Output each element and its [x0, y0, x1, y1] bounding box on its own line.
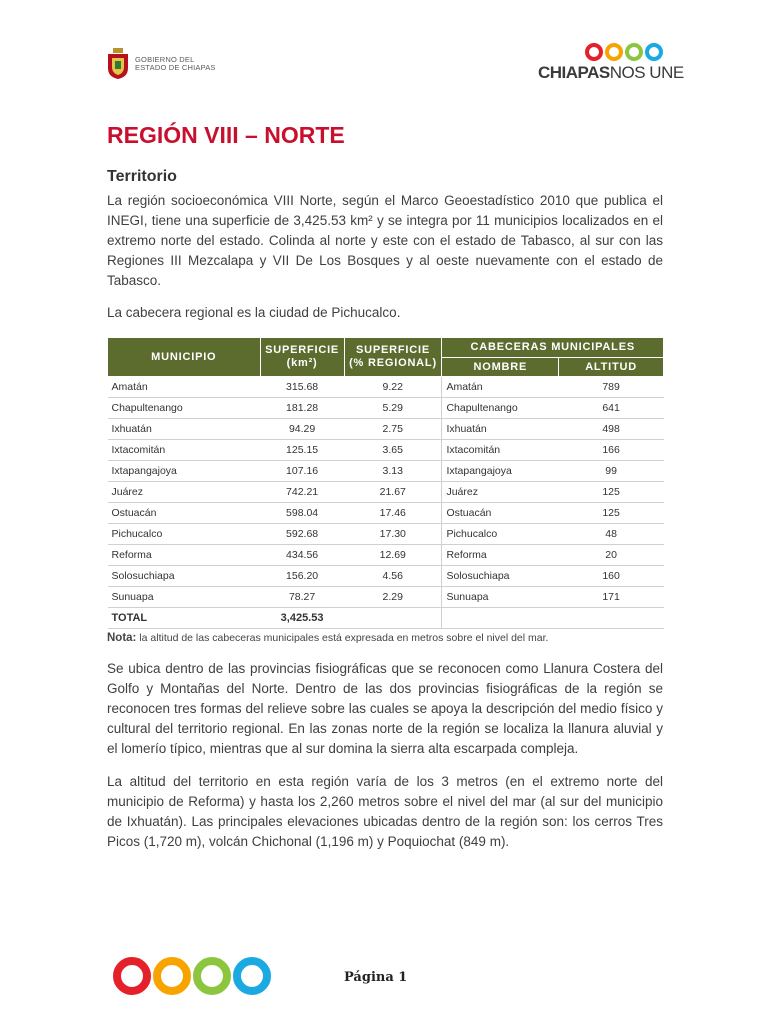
- table-row: [108, 377, 664, 398]
- gov-line-1: GOBIERNO DEL: [135, 55, 195, 64]
- cell-altitud: 48: [559, 524, 664, 545]
- cell-municipio: Pichucalco: [108, 524, 261, 545]
- cell-nombre: Ixtacomitán: [442, 440, 559, 461]
- table-note: [107, 632, 548, 644]
- cell-km2: 742.21: [260, 482, 344, 503]
- cell-altitud: 125: [559, 503, 664, 524]
- municipalities-table: [107, 337, 664, 629]
- cell-pct: 3.65: [344, 440, 442, 461]
- blue-ring-icon: [645, 43, 663, 61]
- cell-km2: 78.27: [260, 587, 344, 608]
- red-ring-icon: [113, 957, 151, 995]
- green-ring-icon: [625, 43, 643, 61]
- header-superficie-pct: SUPERFICIE (% REGIONAL): [344, 338, 442, 377]
- government-name: [135, 56, 216, 72]
- physiography-paragraph: Se ubica dentro de las provincias fisiográficas que se reconocen como Llanura Costera del Golfo y Montañas del Norte. Dentro de las dos provincias fisiográficas de la región se reconocen tres formas del relieve sobre las cuales se apoya la descripción del medio físico y cultural del territorio regional. En las zonas norte de la región se localiza la llanura aluvial y el lomerío típico, mientras que al sur domina la sierra alta escarpada compleja.: [107, 661, 663, 756]
- cell-pct: 9.22: [344, 377, 442, 398]
- altitude-paragraph: La altitud del territorio en esta región varía de los 3 metros (en el extremo norte del municipio de Reforma) y hasta los 2,260 metros sobre el nivel del mar (al sur del municipio de Ixhuatán). Las principales elevaciones ubicadas dentro de la región son: los cerros Tres Picos (1,720 m), volcán Chichonal (1,196 m) y Poquiochat (849 m).: [107, 774, 663, 849]
- cell-pct: 17.30: [344, 524, 442, 545]
- total-value: 3,425.53: [260, 608, 344, 629]
- territory-paragraph: La región socioeconómica VIII Norte, según el Marco Geoestadístico 2010 que publica el INEGI, tiene una superficie de 3,425.53 km² y se integra por 11 municipios localizados en el extremo norte del estado. Colinda al norte y este con el estado de Tabasco, al sur con las Regiones III Mezcalapa y VII De Los Bosques y al oeste nuevamente con el estado de Tabasco.: [107, 193, 663, 288]
- table-row: [108, 503, 664, 524]
- cell-pct: 12.69: [344, 545, 442, 566]
- cell-nombre: Ixtapangajoya: [442, 461, 559, 482]
- cell-km2: 315.68: [260, 377, 344, 398]
- page-number: Página 1: [344, 970, 408, 985]
- cell-municipio: Chapultenango: [108, 398, 261, 419]
- cell-altitud: 160: [559, 566, 664, 587]
- table-row: [108, 566, 664, 587]
- cell-municipio: Ixhuatán: [108, 419, 261, 440]
- total-empty-nombre: [442, 608, 559, 629]
- blue-ring-icon: [233, 957, 271, 995]
- cell-altitud: 789: [559, 377, 664, 398]
- orange-ring-icon: [153, 957, 191, 995]
- brand-bold: CHIAPAS: [538, 63, 610, 82]
- total-label: TOTAL: [108, 608, 261, 629]
- cell-altitud: 171: [559, 587, 664, 608]
- cell-km2: 94.29: [260, 419, 344, 440]
- table-row: [108, 440, 664, 461]
- cell-km2: 181.28: [260, 398, 344, 419]
- orange-ring-icon: [605, 43, 623, 61]
- cell-pct: 17.46: [344, 503, 442, 524]
- cell-km2: 125.15: [260, 440, 344, 461]
- note-text: la altitud de las cabeceras municipales está expresada en metros sobre el nivel del mar.: [136, 632, 549, 644]
- cell-municipio: Solosuchiapa: [108, 566, 261, 587]
- cell-km2: 107.16: [260, 461, 344, 482]
- cell-km2: 434.56: [260, 545, 344, 566]
- cell-nombre: Ostuacán: [442, 503, 559, 524]
- coat-of-arms-icon: [107, 48, 129, 80]
- cell-nombre: Ixhuatán: [442, 419, 559, 440]
- total-row: [108, 608, 664, 629]
- cell-pct: 4.56: [344, 566, 442, 587]
- cell-altitud: 641: [559, 398, 664, 419]
- red-ring-icon: [585, 43, 603, 61]
- table-row: [108, 419, 664, 440]
- cell-altitud: 125: [559, 482, 664, 503]
- cell-municipio: Juárez: [108, 482, 261, 503]
- capital-paragraph: La cabecera regional es la ciudad de Pichucalco.: [107, 305, 401, 320]
- cell-nombre: Sunuapa: [442, 587, 559, 608]
- table-row: [108, 461, 664, 482]
- cell-km2: 598.04: [260, 503, 344, 524]
- table-row: [108, 545, 664, 566]
- table-row: [108, 587, 664, 608]
- cell-municipio: Reforma: [108, 545, 261, 566]
- government-logo: [107, 48, 216, 80]
- cell-pct: 21.67: [344, 482, 442, 503]
- cell-pct: 2.75: [344, 419, 442, 440]
- brand-text: [538, 63, 684, 83]
- footer-logo: [113, 957, 271, 995]
- header-cabeceras: CABECERAS MUNICIPALES: [442, 338, 664, 358]
- cell-nombre: Pichucalco: [442, 524, 559, 545]
- table-row: [108, 524, 664, 545]
- cell-nombre: Juárez: [442, 482, 559, 503]
- cell-pct: 5.29: [344, 398, 442, 419]
- cell-nombre: Chapultenango: [442, 398, 559, 419]
- cell-pct: 3.13: [344, 461, 442, 482]
- cell-altitud: 99: [559, 461, 664, 482]
- cell-nombre: Solosuchiapa: [442, 566, 559, 587]
- header-superficie-km: SUPERFICIE (km²): [260, 338, 344, 377]
- page-title: REGIÓN VIII – NORTE: [107, 122, 345, 148]
- cell-km2: 156.20: [260, 566, 344, 587]
- cell-municipio: Sunuapa: [108, 587, 261, 608]
- table-row: [108, 398, 664, 419]
- cell-altitud: 498: [559, 419, 664, 440]
- cell-municipio: Amatán: [108, 377, 261, 398]
- header-municipio: MUNICIPIO: [108, 338, 261, 377]
- total-empty-pct: [344, 608, 442, 629]
- cell-nombre: Amatán: [442, 377, 559, 398]
- cell-altitud: 166: [559, 440, 664, 461]
- cell-nombre: Reforma: [442, 545, 559, 566]
- total-empty-altitud: [559, 608, 664, 629]
- gov-line-2: ESTADO DE CHIAPAS: [135, 63, 216, 72]
- brand-rings: [538, 43, 663, 61]
- cell-altitud: 20: [559, 545, 664, 566]
- section-title: Territorio: [107, 168, 177, 185]
- cell-municipio: Ixtapangajoya: [108, 461, 261, 482]
- cell-pct: 2.29: [344, 587, 442, 608]
- header-altitud: ALTITUD: [559, 358, 664, 377]
- green-ring-icon: [193, 957, 231, 995]
- brand-light: NOS UNE: [609, 63, 684, 82]
- header-nombre: NOMBRE: [442, 358, 559, 377]
- cell-km2: 592.68: [260, 524, 344, 545]
- note-label: Nota:: [107, 632, 137, 644]
- cell-municipio: Ixtacomitán: [108, 440, 261, 461]
- chiapas-brand-logo: [538, 43, 684, 83]
- table-row: [108, 482, 664, 503]
- cell-municipio: Ostuacán: [108, 503, 261, 524]
